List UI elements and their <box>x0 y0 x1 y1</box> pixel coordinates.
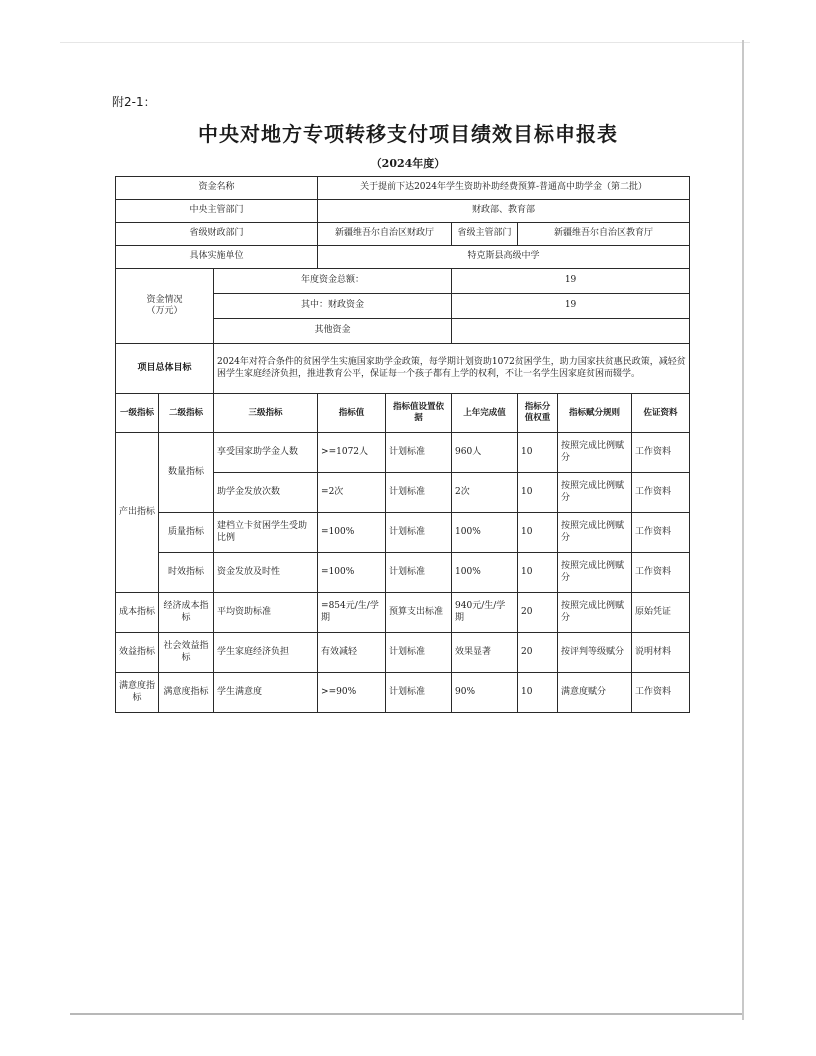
group-output: 产出指标 <box>116 433 159 593</box>
funds-total-label: 年度资金总额： <box>214 269 452 294</box>
funds-fiscal-label: 其中：财政资金 <box>214 294 452 319</box>
table-row <box>116 593 690 633</box>
cell-basis: 计划标准 <box>386 513 452 553</box>
cell-last: 效果显著 <box>452 633 518 673</box>
central-dept-value: 财政部、教育部 <box>318 200 690 223</box>
cell-last: 90% <box>452 673 518 713</box>
cell-value: >=1072人 <box>318 433 386 473</box>
header-level3: 三级指标 <box>214 394 318 433</box>
funds-other-value <box>452 319 690 344</box>
cell-value: >=90% <box>318 673 386 713</box>
cell-evidence: 工作资料 <box>632 673 690 713</box>
scan-edge-bottom <box>70 1013 742 1015</box>
header-level2: 二级指标 <box>159 394 214 433</box>
cell-basis: 计划标准 <box>386 473 452 513</box>
table-row <box>116 633 690 673</box>
cell-weight: 20 <box>518 593 558 633</box>
prov-dept-label: 省级主管部门 <box>452 223 518 246</box>
funds-other-label: 其他资金 <box>214 319 452 344</box>
cell-evidence: 工作资料 <box>632 433 690 473</box>
cell-basis: 计划标准 <box>386 553 452 593</box>
prov-finance-label: 省级财政部门 <box>116 223 318 246</box>
cell-basis: 计划标准 <box>386 633 452 673</box>
table-row <box>116 553 690 593</box>
cell-weight: 20 <box>518 633 558 673</box>
cell-evidence: 说明材料 <box>632 633 690 673</box>
cell-l3: 平均资助标准 <box>214 593 318 633</box>
cell-value: =854元/生/学期 <box>318 593 386 633</box>
cell-basis: 预算支出标准 <box>386 593 452 633</box>
cell-last: 940元/生/学期 <box>452 593 518 633</box>
cell-rule: 按照完成比例赋分 <box>558 513 632 553</box>
header-rule: 指标赋分规则 <box>558 394 632 433</box>
cell-l3: 学生满意度 <box>214 673 318 713</box>
group-benefit: 效益指标 <box>116 633 159 673</box>
cell-l3: 助学金发放次数 <box>214 473 318 513</box>
scan-edge-top <box>60 42 750 43</box>
document-title: 中央对地方专项转移支付项目绩效目标申报表 <box>198 122 618 146</box>
cell-evidence: 工作资料 <box>632 513 690 553</box>
header-weight: 指标分值权重 <box>518 394 558 433</box>
cell-value: =100% <box>318 553 386 593</box>
group-quantity: 数量指标 <box>159 433 214 513</box>
cell-weight: 10 <box>518 513 558 553</box>
central-dept-label: 中央主管部门 <box>116 200 318 223</box>
cell-rule: 按照完成比例赋分 <box>558 553 632 593</box>
fund-name-value: 关于提前下达2024年学生资助补助经费预算-普通高中助学金（第二批） <box>318 177 690 200</box>
header-level1: 一级指标 <box>116 394 159 433</box>
cell-evidence: 工作资料 <box>632 553 690 593</box>
cell-last: 2次 <box>452 473 518 513</box>
group-satisfaction: 满意度指标 <box>116 673 159 713</box>
group-economic-cost: 经济成本指标 <box>159 593 214 633</box>
table-row <box>116 513 690 553</box>
header-basis: 指标值设置依据 <box>386 394 452 433</box>
fund-name-label: 资金名称 <box>116 177 318 200</box>
cell-rule: 满意度赋分 <box>558 673 632 713</box>
funds-label: 资金情况 <box>146 294 183 305</box>
prov-finance-value: 新疆维吾尔自治区财政厅 <box>318 223 452 246</box>
cell-l3: 享受国家助学金人数 <box>214 433 318 473</box>
cell-evidence: 原始凭证 <box>632 593 690 633</box>
cell-value: =2次 <box>318 473 386 513</box>
group-satisfaction-sub: 满意度指标 <box>159 673 214 713</box>
cell-last: 100% <box>452 513 518 553</box>
cell-basis: 计划标准 <box>386 433 452 473</box>
funds-unit: （万元） <box>146 306 183 316</box>
header-last-year: 上年完成值 <box>452 394 518 433</box>
group-social-benefit: 社会效益指标 <box>159 633 214 673</box>
cell-rule: 按评判等级赋分 <box>558 633 632 673</box>
prov-dept-value: 新疆维吾尔自治区教育厅 <box>518 223 690 246</box>
cell-last: 100% <box>452 553 518 593</box>
cell-l3: 建档立卡贫困学生受助比例 <box>214 513 318 553</box>
overall-goal-text: 2024年对符合条件的贫困学生实施国家助学金政策，每学期计划资助1072贫困学生，助力国家扶贫惠民政策，减轻贫困学生家庭经济负担，推进教育公平，保证每一个孩子都有上学的权利，不让一名学生因家庭贫困而辍学。 <box>214 344 690 394</box>
cell-l3: 资金发放及时性 <box>214 553 318 593</box>
scan-edge-right <box>742 40 744 1020</box>
funds-fiscal-value: 19 <box>452 294 690 319</box>
header-value: 指标值 <box>318 394 386 433</box>
cell-value: 有效减轻 <box>318 633 386 673</box>
table-row <box>116 673 690 713</box>
document-year: （2024年度） <box>370 157 446 170</box>
cell-weight: 10 <box>518 473 558 513</box>
cell-rule: 按照完成比例赋分 <box>558 473 632 513</box>
cell-weight: 10 <box>518 553 558 593</box>
header-evidence: 佐证资料 <box>632 394 690 433</box>
cell-basis: 计划标准 <box>386 673 452 713</box>
cell-l3: 学生家庭经济负担 <box>214 633 318 673</box>
funds-label-cell <box>116 269 214 344</box>
group-quality: 质量指标 <box>159 513 214 553</box>
cell-weight: 10 <box>518 433 558 473</box>
cell-rule: 按照完成比例赋分 <box>558 433 632 473</box>
group-cost: 成本指标 <box>116 593 159 633</box>
cell-rule: 按照完成比例赋分 <box>558 593 632 633</box>
table-row <box>116 433 690 473</box>
group-timeliness: 时效指标 <box>159 553 214 593</box>
unit-label: 具体实施单位 <box>116 246 318 269</box>
cell-value: =100% <box>318 513 386 553</box>
overall-goal-label: 项目总体目标 <box>116 344 214 394</box>
unit-value: 特克斯县高级中学 <box>318 246 690 269</box>
funds-total-value: 19 <box>452 269 690 294</box>
cell-last: 960人 <box>452 433 518 473</box>
performance-goal-table <box>115 176 690 713</box>
cell-evidence: 工作资料 <box>632 473 690 513</box>
attachment-label: 附2-1： <box>112 95 156 109</box>
cell-weight: 10 <box>518 673 558 713</box>
